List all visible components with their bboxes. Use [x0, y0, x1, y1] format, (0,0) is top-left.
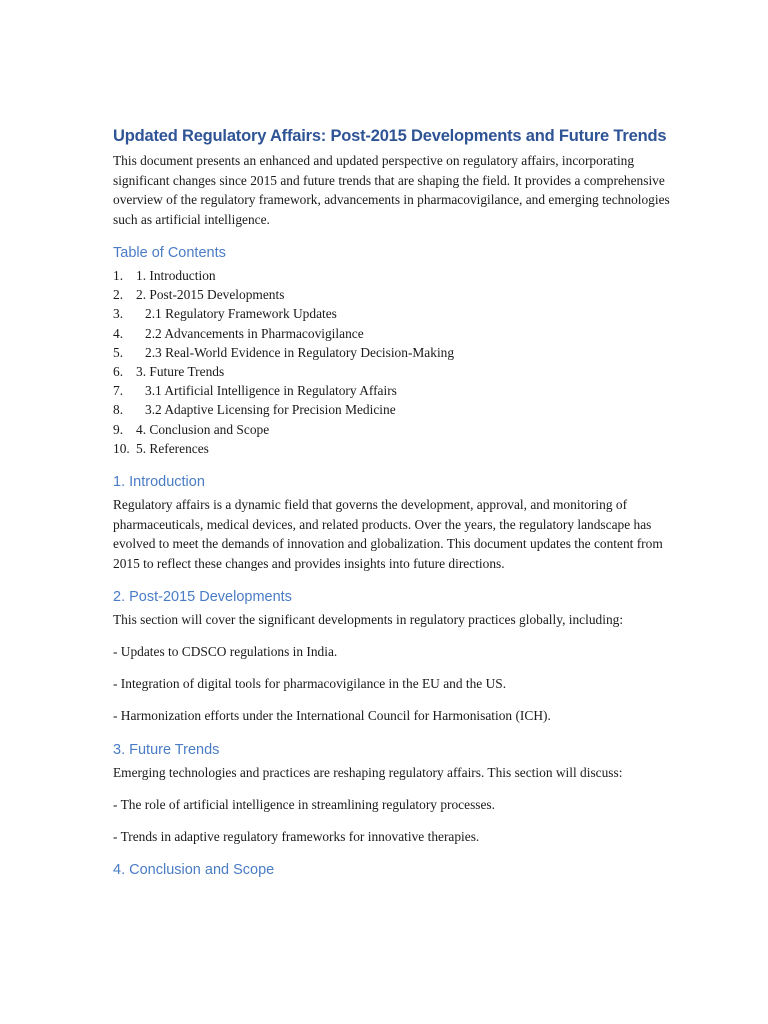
introduction-body: Regulatory affairs is a dynamic field that governs the development, approval, and monitoring of pharmaceuticals, medical devices, and related products. Over the years, the regulatory landscape has evolved to meet the demands of innovation and globalization. This document updates the content from 2015 to reflect these changes and provides insights into future directions.	[113, 497, 663, 571]
toc-heading: Table of Contents	[113, 245, 226, 261]
toc-item-number: 4.	[113, 325, 124, 341]
toc-item	[113, 381, 673, 400]
toc-item-label: 2.2 Advancements in Pharmacovigilance	[145, 325, 364, 341]
section-heading-developments: 2. Post-2015 Developments	[113, 589, 292, 606]
toc-item	[113, 400, 673, 419]
toc-item-number: 9.	[113, 421, 124, 437]
toc-item-label: 1. Introduction	[136, 268, 216, 283]
toc-item	[113, 266, 673, 285]
toc-item-label: 4. Conclusion and Scope	[136, 421, 270, 437]
toc-item-label: 2.1 Regulatory Framework Updates	[145, 306, 337, 322]
document-title: Updated Regulatory Affairs: Post-2015 Developments and Future Trends	[113, 127, 667, 145]
section-heading-introduction: 1. Introduction	[113, 474, 205, 491]
developments-body: This section will cover the significant developments in regulatory practices globally, including:	[113, 612, 624, 628]
intro-paragraph: This document presents an enhanced and updated perspective on regulatory affairs, incorporating significant changes since 2015 and future trends that are shaping the field. It provides a comprehensive overview of the regulatory framework, advancements in pharmacovigilance, and emerging technologies such as artificial intelligence.	[113, 153, 670, 227]
toc-item-label: 5. References	[136, 440, 209, 456]
table-of-contents	[113, 266, 673, 458]
future-trends-body: Emerging technologies and practices are reshaping regulatory affairs. This section will discuss:	[113, 764, 623, 780]
toc-item	[113, 439, 673, 458]
toc-item-number: 2.	[113, 287, 124, 303]
toc-item	[113, 362, 673, 381]
toc-item-number: 8.	[113, 402, 124, 418]
section-heading-conclusion: 4. Conclusion and Scope	[113, 862, 275, 879]
toc-item	[113, 285, 673, 304]
developments-bullet: - Harmonization efforts under the International Council for Harmonisation (ICH).	[113, 708, 551, 724]
future-trends-bullet: - Trends in adaptive regulatory frameworks for innovative therapies.	[113, 828, 480, 844]
toc-item-number: 10.	[113, 440, 130, 456]
toc-item-label: 3. Future Trends	[136, 364, 225, 380]
toc-item-label: 2.3 Real-World Evidence in Regulatory Decision-Making	[145, 344, 455, 360]
toc-item-label: 3.2 Adaptive Licensing for Precision Medicine	[145, 402, 396, 418]
toc-item	[113, 324, 673, 343]
section-heading-future-trends: 3. Future Trends	[113, 741, 220, 758]
developments-bullet: - Integration of digital tools for pharmacovigilance in the EU and the US.	[113, 676, 507, 692]
future-trends-bullet: - The role of artificial intelligence in streamlining regulatory processes.	[113, 796, 495, 812]
toc-item	[113, 420, 673, 439]
toc-item-number: 3.	[113, 306, 124, 322]
developments-bullet: - Updates to CDSCO regulations in India.	[113, 644, 338, 660]
toc-item-number: 7.	[113, 383, 124, 399]
toc-item-number: 5.	[113, 344, 124, 360]
toc-item-number: 1.	[113, 268, 124, 283]
toc-item-label: 2. Post-2015 Developments	[136, 287, 285, 303]
toc-item	[113, 343, 673, 362]
toc-item	[113, 304, 673, 323]
toc-item-label: 3.1 Artificial Intelligence in Regulatory Affairs	[145, 383, 397, 399]
document-page	[113, 120, 673, 883]
toc-item-number: 6.	[113, 364, 124, 380]
